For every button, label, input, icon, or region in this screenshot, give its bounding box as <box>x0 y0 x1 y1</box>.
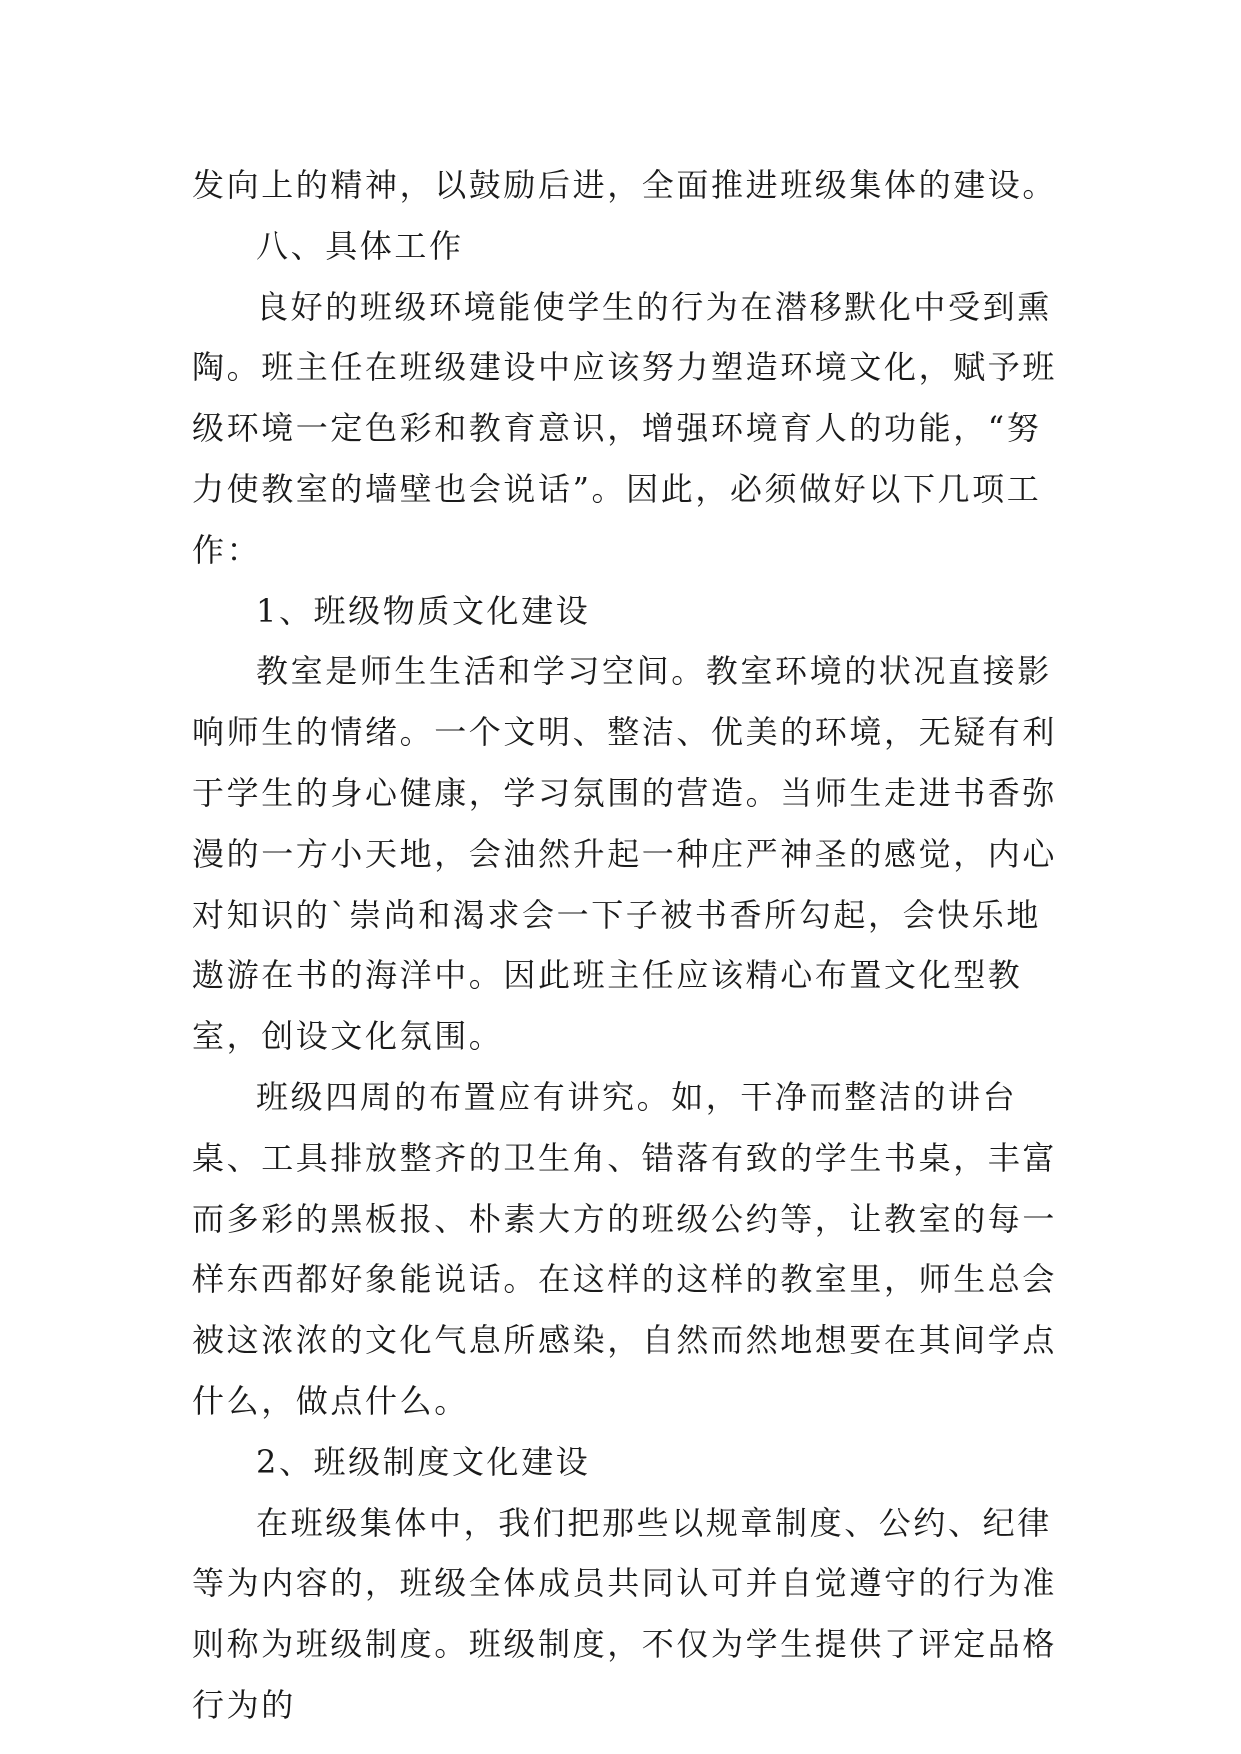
section-heading-specific-work: 八、具体工作 <box>256 226 464 265</box>
document-body <box>192 155 1072 1736</box>
paragraph-continuation: 发向上的精神，以鼓励后进，全面推进班级集体的建设。 <box>192 166 1058 204</box>
paragraph-classroom-layout: 班级四周的布置应有讲究。如，干净而整洁的讲台桌、工具排放整齐的卫生角、错落有致的学生书桌，丰富而多彩的黑板报、朴素大方的班级公约等，让教室的每一样东西都好象能说话。在这样的这样的教室里，师生总会被这浓浓的文化气息所感染，自然而然地想要在其间学点什么，做点什么。 <box>192 1077 1058 1420</box>
subheading-system-culture: 2、班级制度文化建设 <box>256 1442 591 1481</box>
subheading-material-culture: 1、班级物质文化建设 <box>256 591 591 630</box>
paragraph-classroom-space: 教室是师生生活和学习空间。教室环境的状况直接影响师生的情绪。一个文明、整洁、优美的环境，无疑有利于学生的身心健康，学习氛围的营造。当师生走进书香弥漫的一方小天地，会油然升起一种庄严神圣的感觉，内心对知识的`崇尚和渴求会一下子被书香所勾起，会快乐地遨游在书的海洋中。因此班主任应该精心布置文化型教室，创设文化氛围。 <box>192 652 1058 1056</box>
paragraph-class-environment: 良好的班级环境能使学生的行为在潜移默化中受到熏陶。班主任在班级建设中应该努力塑造环境文化，赋予班级环境一定色彩和教育意识，增强环境育人的功能，“努力使教室的墙壁也会说话”。因此，必须做好以下几项工作： <box>192 287 1058 569</box>
paragraph-class-system: 在班级集体中，我们把那些以规章制度、公约、纪律等为内容的，班级全体成员共同认可并自觉遵守的行为准则称为班级制度。班级制度，不仅为学生提供了评定品格行为的 <box>192 1503 1058 1724</box>
